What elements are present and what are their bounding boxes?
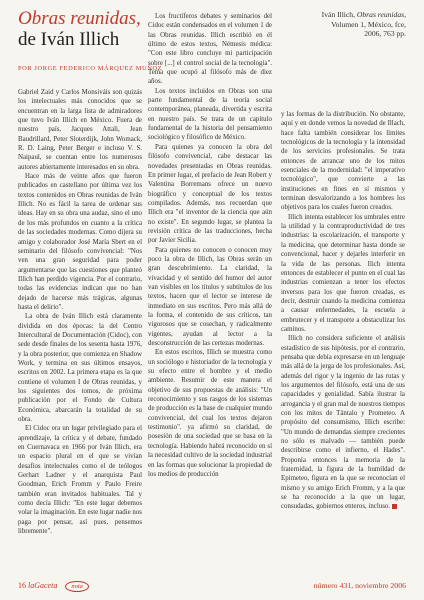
footer-left xyxy=(18,581,89,592)
biblio-line-3: 2006, 763 pp. xyxy=(364,29,406,39)
paragraph: Gabriel Zaid y Carlos Monsiváis son quizás los intelectuales más conocidos que se encuentran en la larga lista de admiradores que tuvo Iván Illich en México. Fuera de nuestro país, Jacques Attali, Jean Baudrillard, Peter Sloterdijk, John Womack, R. D. Laing, Peter Berger e incluso V. S. Naipaul, se cuentan entre los numerosos autores abiertamente interesados en su obra. xyxy=(18,89,142,171)
page-number: 16 xyxy=(18,581,26,590)
biblio-title: Obras reunidas, xyxy=(356,10,406,19)
paragraph: En estos escritos, Illich se muestra como un sociólogo e historiador de la tecnología y su efecto entre el hombre y el medio ambiente. Resumir de este manera el objetivo de sus propuestas de análisis: "Un reconocimiento y sus rasgos de los sistemas de producción es la base de cualquier mundo convivencial, del cual los textos dejaron testimonio". ya afirmó su claridad, de posesión de una sociedad que se basa en la tecnología. Habiendo habrá reconocido en sí la necesidad cultivo de la sociedad industrial en las formas que solucionar la propiedad de los medios de producción xyxy=(148,349,272,478)
biblio-author: Iván Illich, xyxy=(321,10,355,19)
paragraph: Illich intenta establecer los umbrales entre la utilidad y la contraproductividad de tres industrias: la escolarización, el transporte y la medicina, que determinar hasta donde se convencional, hacer y dejarles interferir en la vida de las personas. Ilich intenta entonces de establecer el punto en el cual las industrias comienzan a tener los efectos inversos para los que fueron creadas, es decir, destruir cuando la medicina comienza a causar enfermedades, la escuela a embrutecer y el transporte a obstaculizar los caminos. xyxy=(281,213,405,333)
magazine-name: laGaceta xyxy=(28,581,58,590)
paragraph: Para quienes ya conocen la obra del filósofo convivencial, cabe destacar las novedades presentadas en Obras reunidas. En primer lugar, el prefacio de Jean Robert y Valentina Borremans ofrece un nuevo biográfico y conceptual de los textos compilados. Además, nos recuerdan que Illich era "el inventor de la ciencia que aún no existe". En segundo lugar, se plantea la revisión crítica de las traducciones, hecha por Javier Sicilia. xyxy=(148,143,272,245)
text-column-3 xyxy=(281,110,405,512)
text-column-2 xyxy=(148,12,272,532)
paragraph: y las formas de la distribución. No obstante, aquí y en donde vemos la novedad de Illach, hace falta también considerar los límites tecnológicos de la tecnología y la intensidad de los servicios profesionales. Se trata entonces de arrancar uno de los mitos esenciales de la modernidad: "el imperativo tecnológico", que convierte a las instituciones en fines en sí mismos y terminan desvalorizando a los hombres los objetivos para los cuales fueron creados. xyxy=(281,111,405,212)
paragraph: Para quienes no conocen o conocen muy poco la obra de Illich, las Obras serán un gran descubrimiento. La claridad, la vivacidad y el sentido del humor del autor van visibles en los títulos y subtítulos de los textos, hacen que el lector se interese de inmediato en sus escritos. Pero más allá de la forma, el contenido de sus críticos, tan vigorosos que se cosechan, y radicalmente vigentes, ayudan al lector a la desconstrucción de las certezas modernas. xyxy=(148,246,272,348)
paragraph: Los textos incluidos en Obras son una parte fundamental de la teoría social contemporánea, planeada, divertida y escrita en nuestro país. Se trata de un capítulo fundamental de la historia del pensamiento sociológico y filosófico de México. xyxy=(148,87,272,142)
paragraph: La obra de Iván Illich está claramente dividida en dos épocas: la del Centro Intercultural de Documentación (Cidoc), con sede desde finales de los sesenta hasta 1976, y la obra posterior, que comienza en Shadow Work, y termina en sus últimos ensayos, escritos en 2002. La primera etapa es la que contiene el volumen I de Obras reunidas, y los siguientes dos tomos, de próxima publicación por el Fondo de Cultura Económica, abarcarán la totalidad de su obra. xyxy=(18,313,142,424)
end-of-article-mark xyxy=(392,504,397,509)
biblio-line-1 xyxy=(256,10,406,20)
title-author-name: de Iván Illich xyxy=(18,29,120,50)
paragraph: Los fructíferos debates y seminarios del Cidoc están condensados en el volumen 1 de las Obras reunidas. Illich escribió en él último de estos textos, Némesis médica: "Con este libro concluye mi participación sobre [...] el control social de la tecnología". Tema que ocupó al filósofo más de diez años. xyxy=(148,13,272,86)
bibliographic-info xyxy=(256,10,406,39)
paragraph xyxy=(281,334,405,512)
byline: POR JORGE FEDERICO MÁRQUEZ MUÑOZ xyxy=(18,65,163,72)
section-logo: nota xyxy=(65,581,89,592)
paragraph-text: Illich no considera suficiente el análisis estadístico de sus hipótesis, por el contrario, pensaba que debía expresarse en un lenguaje más allá de la jerga de los profesionales. Así, además del rigor y la ingenio de las rutas y los argumentos del filósofo, está una de sus capacidades y genialidad. Sabía ilustrar la arrogancia y el gran mal de nuestros tiempos con los mitos de Tántalo y Prometeo. A propósito del consumismo, Illich escribe: "Un mundo de demandas siempre crecientes no sólo es malvado — también puede describirse como el infierno, el Hades". Proponía entonces la memoria de la fraternidad, la figura de la humildad de Epimeteo, figura en la que se reconocían el mismo y su amigo Erich Fromm, y a la que se ha reconocido a la que un lugar, consudadas, gobiernos enteros, incluso. xyxy=(281,335,405,511)
paragraph: El Cidoc era un lugar privilegiado para el aprendizaje, la crítica y el debate, fundado en Cuernavaca en 1966 por Iván Illich, era un espacio plural en el que se vivían desafíos intelectuales como el de teólogos Gerhart Ladner y el anarquista Paul Goodman, Erich Fromm y Paulo Freire también eran invitados habituales. Tal y como decía Illich: "En este lugar debemos volar la imaginación. En este lugar nadie nos paga por pensar, así pues, pensemos libremente". xyxy=(18,425,142,536)
title-book-name: Obras reunidas, xyxy=(18,8,141,29)
biblio-line-2: Volumen 1, México, fce, xyxy=(331,19,406,29)
text-column-1 xyxy=(18,88,142,537)
issue-info: número 431, noviembre 2006 xyxy=(313,581,406,590)
paragraph: Hace más de veinte años que fueron publicados en castellano por última vez los textos contenidos en Obras reunidas de Iván Illich. No es fácil la tarea de ordenar sus ideas. Hay en su obra una audaz, sino el uno de los más profundos en cuanto a la crítica de las sociedades modernas. Como dijera su amigo y colaborador José María Sbert en el seminario del filósofo convivencial: "Nos ven una gran seguridad para poder argumentarse que las cuestiones que planteó Illich han perdido vigencia. Por el contrario, todas las evidencias indican que no han dejado de hacerse más trágicas, algunas hasta el delirio". xyxy=(18,173,142,311)
